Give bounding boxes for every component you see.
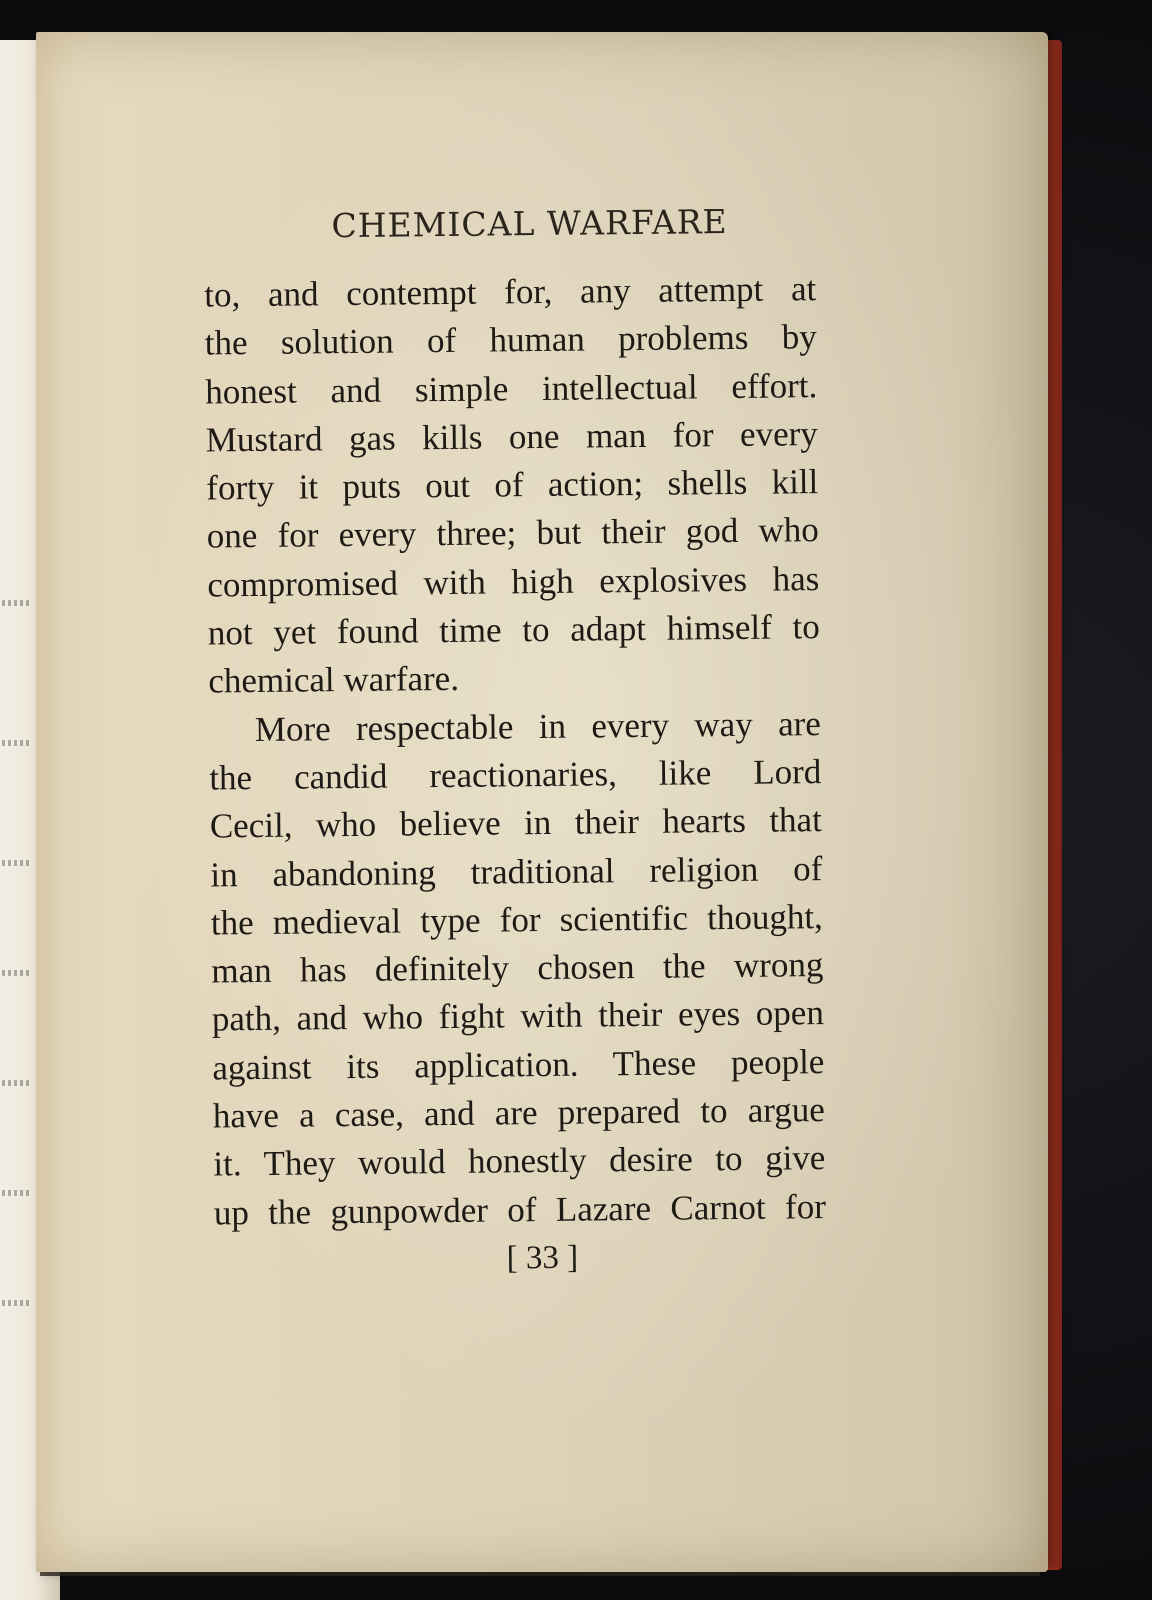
facing-page-text-fragment: [2, 740, 32, 746]
text-line: More respectable in every way are: [254, 703, 822, 749]
facing-page-text-fragment: [2, 1080, 32, 1086]
facing-page-text-fragment: [2, 600, 32, 606]
book-page: [36, 32, 1048, 1572]
text-line: one for every three; but their god who: [206, 510, 819, 556]
text-line: against its application. These people: [212, 1041, 825, 1088]
text-line: have a case, and are prepared to argue: [212, 1090, 826, 1136]
text-line: compromised with high explosives has: [207, 558, 820, 605]
text-line: Mustard gas kills one man for every: [205, 413, 818, 460]
paragraph-2: [209, 700, 827, 1238]
text-line: the candid reactionaries, like Lord: [209, 752, 822, 798]
text-line: the medieval type for scientific thought,: [210, 896, 824, 943]
page-content: [30, 27, 1058, 1578]
facing-page-text-fragment: [2, 1300, 32, 1306]
text-line: path, and who fight with their eyes open: [211, 993, 825, 1039]
text-line: to, and contempt for, any attempt at: [204, 269, 817, 315]
text-line: chemical warfare.: [208, 659, 460, 701]
text-line: up the gunpowder of Lazare Carnot for: [213, 1186, 827, 1233]
text-line: honest and simple intellectual effort.: [205, 365, 818, 412]
facing-page-text-fragment: [2, 860, 32, 866]
text-line: not yet found time to adapt himself to: [207, 607, 820, 653]
text-line: in abandoning traditional religion of: [210, 848, 823, 895]
text-line: Cecil, who believe in their hearts that: [209, 800, 823, 846]
text-line: the solution of human problems by: [204, 317, 817, 363]
running-head: CHEMICAL WARFARE: [331, 202, 728, 246]
text-line: it. They would honestly desire to give: [213, 1138, 826, 1184]
paragraph-1: [204, 265, 821, 706]
text-line: man has definitely chosen the wrong: [211, 945, 824, 991]
page-number: [ 33 ]: [506, 1239, 579, 1277]
body-text: [204, 265, 826, 1237]
text-line: forty it puts out of action; shells kill: [206, 462, 819, 508]
facing-page-text-fragment: [2, 970, 32, 976]
facing-page-text-fragment: [2, 1190, 32, 1196]
